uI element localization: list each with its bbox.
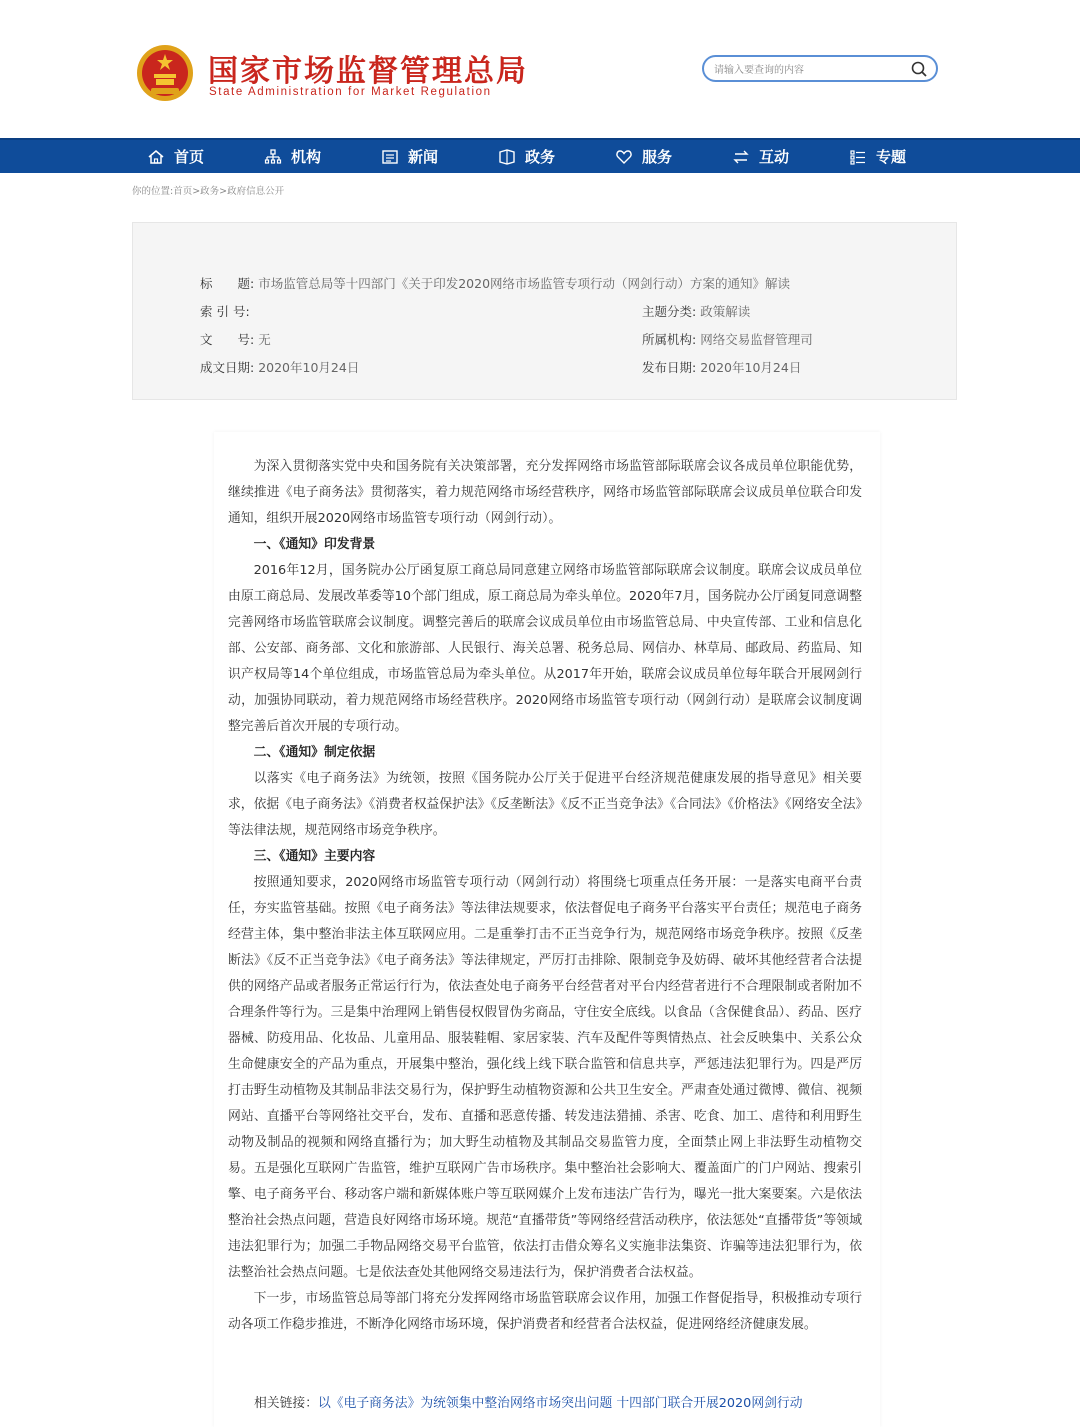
- article-paragraph: 以落实《电子商务法》为统领，按照《国务院办公厅关于促进平台经济规范健康发展的指导意见》相关要求，依据《电子商务法》《消费者权益保护法》《反垄断法》《反不正当竞争法》《合同法》《价格法》《网络安全法》等法律法规，规范网络市场竞争秩序。: [228, 771, 862, 838]
- nav-label: 新闻: [408, 148, 439, 166]
- heart-icon: [615, 148, 633, 166]
- nav-item-interact[interactable]: [732, 140, 789, 173]
- nav-label: 专题: [876, 148, 907, 166]
- info-org-row: [642, 330, 813, 348]
- info-published-row: [642, 358, 801, 376]
- nav-item-affairs[interactable]: [498, 140, 555, 173]
- article-paragraph: 下一步，市场监管总局等部门将充分发挥网络市场监管联席会议作用，加强工作督促指导，积极推动专项行动各项工作稳步推进，不断净化网络市场环境，保护消费者和经营者合法权益，促进网络经济健康发展。: [228, 1291, 862, 1332]
- section-heading: 二、《通知》制定依据: [253, 745, 376, 760]
- info-index-label: 索 引 号:: [200, 304, 250, 319]
- section-heading: 三、《通知》主要内容: [253, 849, 376, 864]
- info-title-label: 标 题:: [200, 276, 255, 291]
- nav-item-service[interactable]: [615, 140, 672, 173]
- search-input[interactable]: [712, 61, 911, 79]
- nav-item-news[interactable]: [381, 140, 438, 173]
- article-paragraph: 为深入贯彻落实党中央和国务院有关决策部署，充分发挥网络市场监管部际联席会议各成员单位职能优势，继续推进《电子商务法》贯彻落实，着力规范网络市场经营秩序，网络市场监管部际联席会议成员单位联合印发通知，组织开展2020网络市场监管专项行动（网剑行动）。: [228, 459, 862, 526]
- info-org-label: 所属机构:: [642, 332, 697, 347]
- site-title: 国家市场监督管理总局: [208, 54, 528, 89]
- info-published-label: 发布日期:: [642, 360, 697, 375]
- nav-label: 政务: [525, 148, 556, 166]
- article-body: [214, 432, 880, 1427]
- national-emblem-icon[interactable]: [136, 44, 194, 102]
- nav-label: 机构: [291, 148, 322, 166]
- main-nav: [0, 138, 1080, 173]
- info-docno-row: [200, 330, 271, 348]
- nav-label: 服务: [642, 148, 673, 166]
- info-category-row: [642, 302, 750, 320]
- info-org-value: 网络交易监督管理司: [700, 332, 813, 347]
- search-box: [702, 55, 938, 82]
- info-created-row: [200, 358, 359, 376]
- article-paragraph: 2016年12月，国务院办公厅函复原工商总局同意建立网络市场监管部际联席会议制度。联席会议成员单位由原工商总局、发展改革委等10个部门组成，原工商总局为牵头单位。2020年7月，国务院办公厅函复同意调整完善网络市场监管联席会议制度。调整完善后的联席会议成员单位由市场监管总局、中央宣传部、工业和信息化部、公安部、商务部、文化和旅游部、人民银行、海关总署、税务总局、网信办、林草局、邮政局、药监局、知识产权局等14个单位组成，市场监管总局为牵头单位。从2017年开始，联席会议成员单位每年联合开展网剑行动，加强协同联动，着力规范网络市场经营秩序。2020网络市场监管专项行动（网剑行动）是联席会议制度调整完善后首次开展的专项行动。: [228, 563, 862, 734]
- org-icon: [264, 148, 282, 166]
- section-heading: 一、《通知》印发背景: [253, 537, 376, 552]
- article-content: [228, 454, 862, 1338]
- info-docno-label: 文 号:: [200, 332, 255, 347]
- info-category-label: 主题分类:: [642, 304, 697, 319]
- info-title-row: [200, 274, 790, 292]
- info-index-row: [200, 302, 250, 320]
- search-icon[interactable]: [910, 60, 928, 78]
- info-created-label: 成文日期:: [200, 360, 255, 375]
- nav-label: 互动: [759, 148, 790, 166]
- exchange-icon: [732, 148, 750, 166]
- nav-label: 首页: [174, 148, 205, 166]
- breadcrumb[interactable]: 你的位置:首页>政务>政府信息公开: [132, 186, 285, 197]
- news-icon: [381, 148, 399, 166]
- list-icon: [849, 148, 867, 166]
- info-published-value: 2020年10月24日: [700, 360, 802, 375]
- site-subtitle: State Administration for Market Regulation: [209, 86, 492, 98]
- related-links: [254, 1392, 803, 1411]
- affairs-icon: [498, 148, 516, 166]
- nav-item-org[interactable]: [264, 140, 321, 173]
- related-link[interactable]: 以《电子商务法》为统领集中整治网络市场突出问题 十四部门联合开展2020网剑行动: [317, 1396, 803, 1411]
- info-title-value: 市场监管总局等十四部门《关于印发2020网络市场监管专项行动（网剑行动）方案的通知》解读: [258, 276, 791, 291]
- nav-item-home[interactable]: [147, 140, 204, 173]
- nav-item-topics[interactable]: [849, 140, 906, 173]
- related-label: 相关链接：: [254, 1396, 318, 1411]
- info-docno-value: 无: [258, 332, 271, 347]
- document-info-box: [132, 222, 957, 400]
- site-header: [0, 0, 1080, 138]
- home-icon: [147, 148, 165, 166]
- info-created-value: 2020年10月24日: [258, 360, 360, 375]
- article-paragraph: 按照通知要求，2020网络市场监管专项行动（网剑行动）将围绕七项重点任务开展：一是落实电商平台责任，夯实监管基础。按照《电子商务法》等法律法规要求，依法督促电子商务平台落实平台责任；规范电子商务经营主体，集中整治非法主体互联网应用。二是重拳打击不正当竞争行为，规范网络市场竞争秩序。按照《反垄断法》《反不正当竞争法》《电子商务法》等法律规定，严厉打击排除、限制竞争及妨碍、破坏其他经营者合法提供的网络产品或者服务正常运行行为，依法查处电子商务平台经营者对平台内经营者进行不合理限制或者附加不合理条件等行为。三是集中治理网上销售侵权假冒伪劣商品，守住安全底线。以食品（含保健食品）、药品、医疗器械、防疫用品、化妆品、儿童用品、服装鞋帽、家居家装、汽车及配件等舆情热点、社会反映集中、关系公众生命健康安全的产品为重点，开展集中整治，强化线上线下联合监管和信息共享，严惩违法犯罪行为。四是严厉打击野生动植物及其制品非法交易行为，保护野生动植物资源和公共卫生安全。严肃查处通过微博、微信、视频网站、直播平台等网络社交平台，发布、直播和恶意传播、转发违法猎捕、杀害、吃食、加工、虐待和利用野生动物及制品的视频和网络直播行为；加大野生动植物及其制品交易监管力度，全面禁止网上非法野生动植物交易。五是强化互联网广告监管，维护互联网广告市场秩序。集中整治社会影响大、覆盖面广的门户网站、搜索引擎、电子商务平台、移动客户端和新媒体账户等互联网媒介上发布违法广告行为，曝光一批大案要案。六是依法整治社会热点问题，营造良好网络市场环境。规范“直播带货”等网络经营活动秩序，依法惩处“直播带货”等领域违法犯罪行为；加强二手物品网络交易平台监管，依法打击借众筹名义实施非法集资、诈骗等违法犯罪行为，依法整治社会热点问题。七是依法查处其他网络交易违法行为，保护消费者合法权益。: [228, 875, 862, 1280]
- info-category-value: 政策解读: [700, 304, 751, 319]
